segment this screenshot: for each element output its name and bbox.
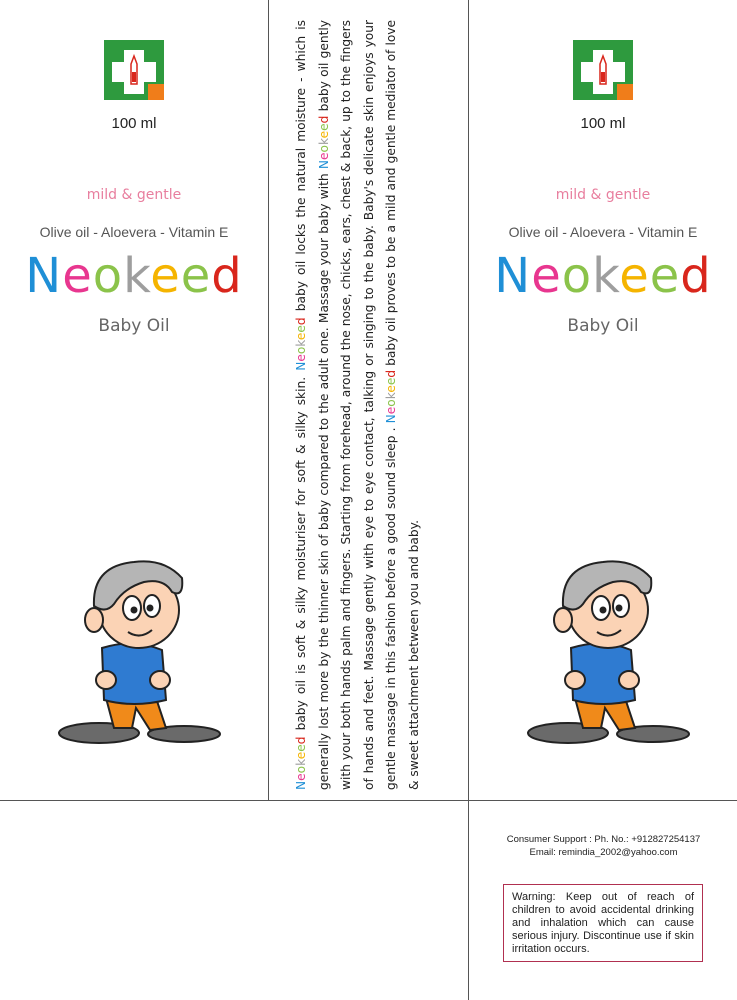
brand-letter: N [25, 248, 63, 304]
description-segment: baby oil gently with your both hands palm and fingers. Starting from forehead, around the nose, chicks, ears, chest & back, up to the fingers of hands and feet. Massage gently with eye to eye contact, talking or singing to the baby. Baby's delicate skin enjoys your gentle massage in this fashion before a good sound sleep . [316, 20, 398, 790]
fold-line-bottom [0, 800, 737, 801]
product-name: Baby Oil [98, 316, 170, 336]
brand-letter: e [62, 248, 93, 304]
brand-name [483, 248, 723, 304]
description-segment: baby oil locks the natural moisture - which is generally lost more by the thinner skin of baby compared to the adult one. Massage your baby with [294, 20, 331, 790]
description-text [290, 20, 450, 790]
fold-line-2 [468, 0, 469, 1000]
ingredients-line: Olive oil - Aloevera - Vitamin E [39, 224, 229, 240]
brand-letter: N [494, 248, 532, 304]
support-phone: Consumer Support : Ph. No.: +912827254137 [506, 834, 701, 845]
consumer-support [470, 833, 737, 859]
brand-inline: Neokeed [294, 736, 308, 790]
cartoon-baby-mascot-icon [513, 548, 693, 748]
brand-letter: k [592, 248, 620, 304]
cartoon-baby-mascot-icon [44, 548, 224, 748]
medical-cross-logo-icon [104, 40, 164, 100]
brand-letter: e [180, 248, 212, 304]
warning-box [503, 884, 703, 962]
description-segment: baby oil is soft & silky moisturiser for soft & silky skin. [294, 370, 308, 737]
brand-inline: Neokeed [384, 369, 398, 424]
fold-line-1 [268, 0, 269, 800]
brand-letter: k [123, 248, 151, 304]
volume-label: 100 ml [580, 115, 626, 132]
brand-letter: e [649, 248, 681, 304]
brand-letter: e [531, 248, 562, 304]
tagline: mild & gentle [86, 187, 182, 203]
brand-letter: e [619, 248, 650, 304]
brand-letter: o [92, 248, 124, 304]
brand-inline: Neokeed [316, 115, 331, 170]
brand-name [14, 248, 254, 304]
brand-letter: d [680, 248, 712, 304]
description-segment: baby oil proves to be a mild and gentle mediator of love & sweet attachment between you and baby. [384, 19, 421, 790]
brand-letter: d [211, 248, 243, 304]
medical-cross-logo-icon [573, 40, 633, 100]
tagline: mild & gentle [555, 187, 651, 203]
volume-label: 100 ml [111, 115, 157, 132]
support-email: Email: remindia_2002@yahoo.com [529, 847, 678, 858]
ingredients-line: Olive oil - Aloevera - Vitamin E [508, 224, 698, 240]
brand-letter: o [561, 248, 593, 304]
brand-letter: e [150, 248, 181, 304]
warning-text: Warning: Keep out of reach of children to avoid accidental drinking and inhalation which can cause serious injury. Discontinue use if skin irritation occurs. [512, 891, 694, 955]
brand-inline: Neokeed [294, 317, 308, 371]
description-panel [290, 20, 450, 790]
product-name: Baby Oil [567, 316, 639, 336]
